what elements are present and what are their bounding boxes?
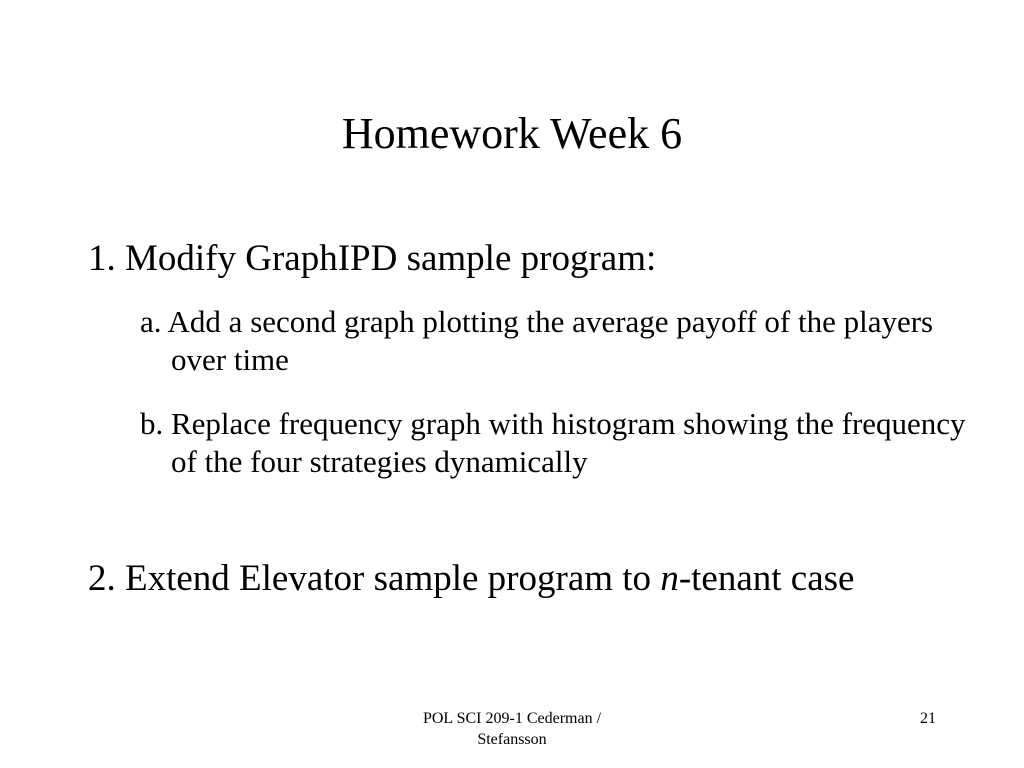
bullet-item-2-text-end: -tenant case <box>678 558 855 599</box>
bullet-item-2 <box>88 557 886 601</box>
sub-item-a: a. Add a second graph plotting the average payoff of the players over time <box>140 304 934 377</box>
bullet-item-1: 1. Modify GraphIPD sample program: <box>88 238 657 279</box>
footer-course-line-2: Stefansson <box>477 731 547 748</box>
sub-item-b: b. Replace frequency graph with histogram showing the frequency of the four strategies dynamically <box>140 406 966 479</box>
footer-course <box>362 708 662 750</box>
bullet-item-2-text-start: 2. Extend Elevator sample program to <box>88 558 661 599</box>
slide-title: Homework Week 6 <box>341 109 683 158</box>
bullet-item-2-italic-n: n <box>660 558 679 599</box>
footer-course-line-1: POL SCI 209-1 Cederman / <box>422 710 602 727</box>
page-number: 21 <box>920 710 936 727</box>
